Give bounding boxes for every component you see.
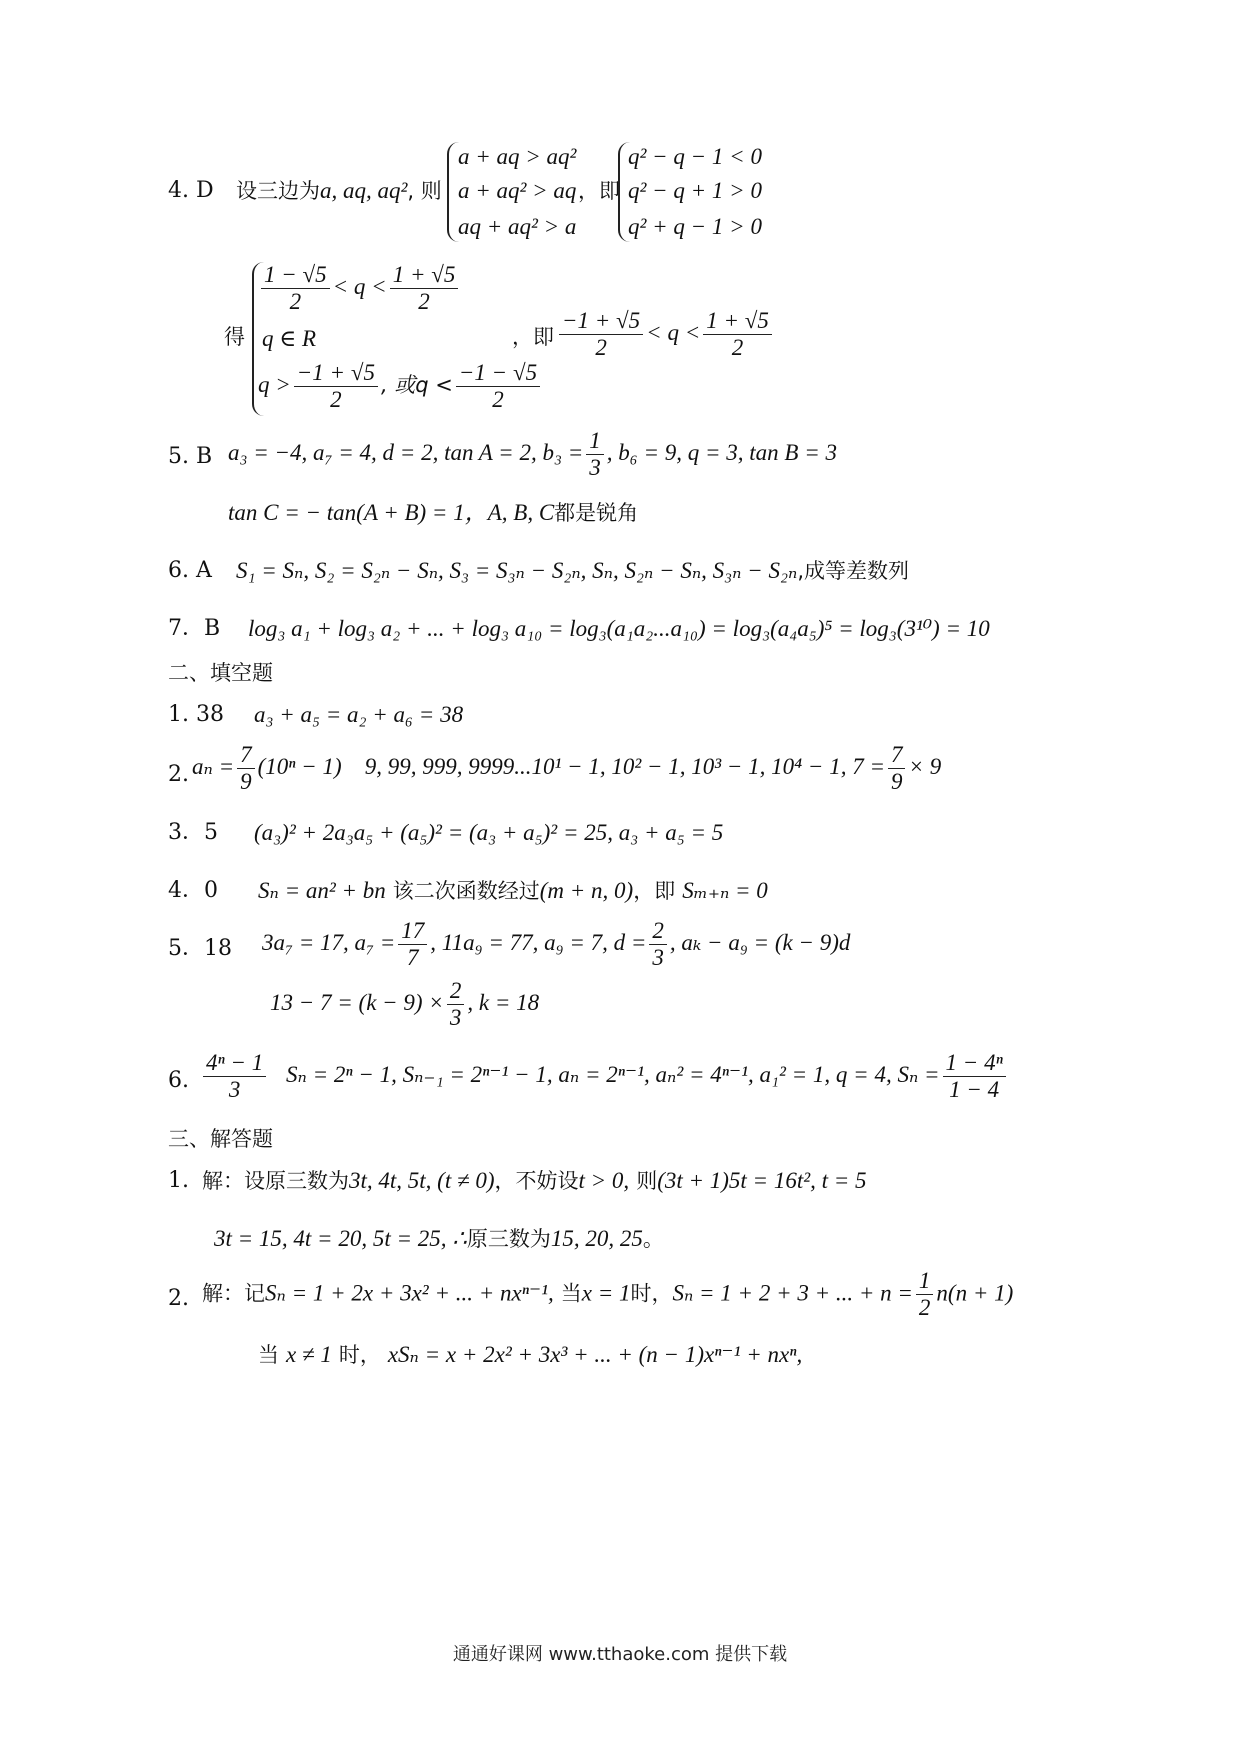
f2-content: aₙ = $\frac{7}{9}$ (10ⁿ − 1) 9, 99, 999, 9999...10¹ − 1, 10² − 1, 10³ − 1, 10⁴ − 1, 7 = $\frac{7}{9}$ × 9 [192, 742, 942, 794]
q4-result: $\frac{-1 + √5}{2}$ < q < $\frac{1 + √5}{2}$ [556, 308, 775, 361]
q4-label: 4. D [168, 178, 214, 203]
q4-system3-row2: q ∈ R [262, 326, 317, 351]
s1-line2: 3t = 15, 4t = 20, 5t = 25, ∴原三数为15, 20, 25。 [214, 1226, 664, 1251]
page-footer: 通通好课网 www.tthaoke.com 提供下载 [452, 1644, 788, 1665]
f1-content: a₃ + a₅ = a₂ + a₆ = 38 [254, 702, 464, 727]
q4-ji-1: ，即 [578, 179, 620, 203]
f3-content: (a₃)² + 2a₃a₅ + (a₅)² = (a₃ + a₅)² = 25, a₃ + a₅ = 5 [254, 820, 724, 845]
section2-heading: 二、填空题 [168, 661, 273, 685]
q4-system3-row3: q > $\frac{-1 + √5}{2}$ , 或q < $\frac{-1 - √5}{2}$ [258, 360, 543, 413]
q5-label: 5. B [168, 444, 213, 469]
f1-label: 1. 38 [168, 702, 224, 727]
q7-label: 7．B [168, 616, 221, 641]
q7-content: log₃ a₁ + log₃ a₂ + ... + log₃ a₁₀ = log₃(a₁a₂...a₁₀) = log₃(a₄a₅)⁵ = log₃(3¹⁰) = 10 [248, 616, 990, 641]
s1-line1: 解：设原三数为3t, 4t, 5t, (t ≠ 0)，不妨设t > 0, 则(3t + 1)5t = 16t², t = 5 [202, 1168, 867, 1193]
s1-label: 1. [168, 1168, 189, 1193]
q4-system2-line1: q² − q − 1 < 0 [628, 144, 762, 169]
f4-label: 4．0 [168, 878, 218, 903]
f6-content: Sₙ = 2ⁿ − 1, Sₙ₋₁ = 2ⁿ⁻¹ − 1, aₙ = 2ⁿ⁻¹, aₙ² = 4ⁿ⁻¹, a₁² = 1, q = 4, Sₙ = $\frac{\text{1 − 4ⁿ}}{1 - 4}$ [286, 1050, 1009, 1103]
q6-label: 6. A [168, 558, 212, 583]
q4-system3-row1: $\frac{1 - √5}{2}$ < q < $\frac{1 + √5}{2}$ [258, 262, 461, 315]
f6-answer: $\frac{\text{4ⁿ − 1}}{3}$ [200, 1050, 269, 1103]
q4-intro: 设三边为a, aq, aq², 则 [236, 178, 442, 203]
s2-line2: 当 x ≠ 1 时， xSₙ = x + 2x² + 3x³ + ... + (n − 1)xⁿ⁻¹ + nxⁿ, [258, 1342, 803, 1367]
q4-de: 得 [224, 325, 245, 349]
s2-line1: 解：记Sₙ = 1 + 2x + 3x² + ... + nxⁿ⁻¹, 当x = 1时，Sₙ = 1 + 2 + 3 + ... + n = $\frac{1}{2}$ n(n + 1) [202, 1268, 1014, 1320]
q4-system2-line2: q² − q + 1 > 0 [628, 178, 762, 203]
f4-content: Sₙ = an² + bn 该二次函数经过(m + n, 0)，即 Sₘ₊ₙ = 0 [258, 878, 768, 903]
q5-line2: tan C = − tan(A + B) = 1，A, B, C都是锐角 [228, 500, 639, 525]
f5-line2: 13 − 7 = (k − 9) × $\frac{2}{3}$ , k = 18 [270, 978, 540, 1030]
s2-label: 2. [168, 1286, 189, 1311]
q5-line1: a₃ = −4, a₇ = 4, d = 2, tan A = 2, b₃ = $\frac{1}{3}$ , b₆ = 9, q = 3, tan B = 3 [228, 428, 837, 480]
q4-system1-line3: aq + aq² > a [458, 214, 577, 239]
q6-content: S₁ = Sₙ, S₂ = S₂ₙ − Sₙ, S₃ = S₃ₙ − S₂ₙ, Sₙ, S₂ₙ − Sₙ, S₃ₙ − S₂ₙ,成等差数列 [236, 558, 910, 583]
f5-label: 5．18 [168, 936, 232, 961]
q4-ji-2: ，即 [512, 325, 554, 349]
q4-system1-line1: a + aq > aq² [458, 144, 577, 169]
f5-line1: 3a₇ = 17, a₇ = $\frac{17}{7}$ , 11a₉ = 77, a₉ = 7, d = $\frac{2}{3}$ , aₖ − a₉ = (k − 9)d [262, 918, 851, 970]
q4-system1-line2: a + aq² > aq [458, 178, 577, 203]
f2-label: 2. [168, 762, 189, 787]
section3-heading: 三、解答题 [168, 1127, 273, 1151]
q4-system2-line3: q² + q − 1 > 0 [628, 214, 762, 239]
f3-label: 3．5 [168, 820, 218, 845]
f6-label: 6. [168, 1068, 189, 1093]
